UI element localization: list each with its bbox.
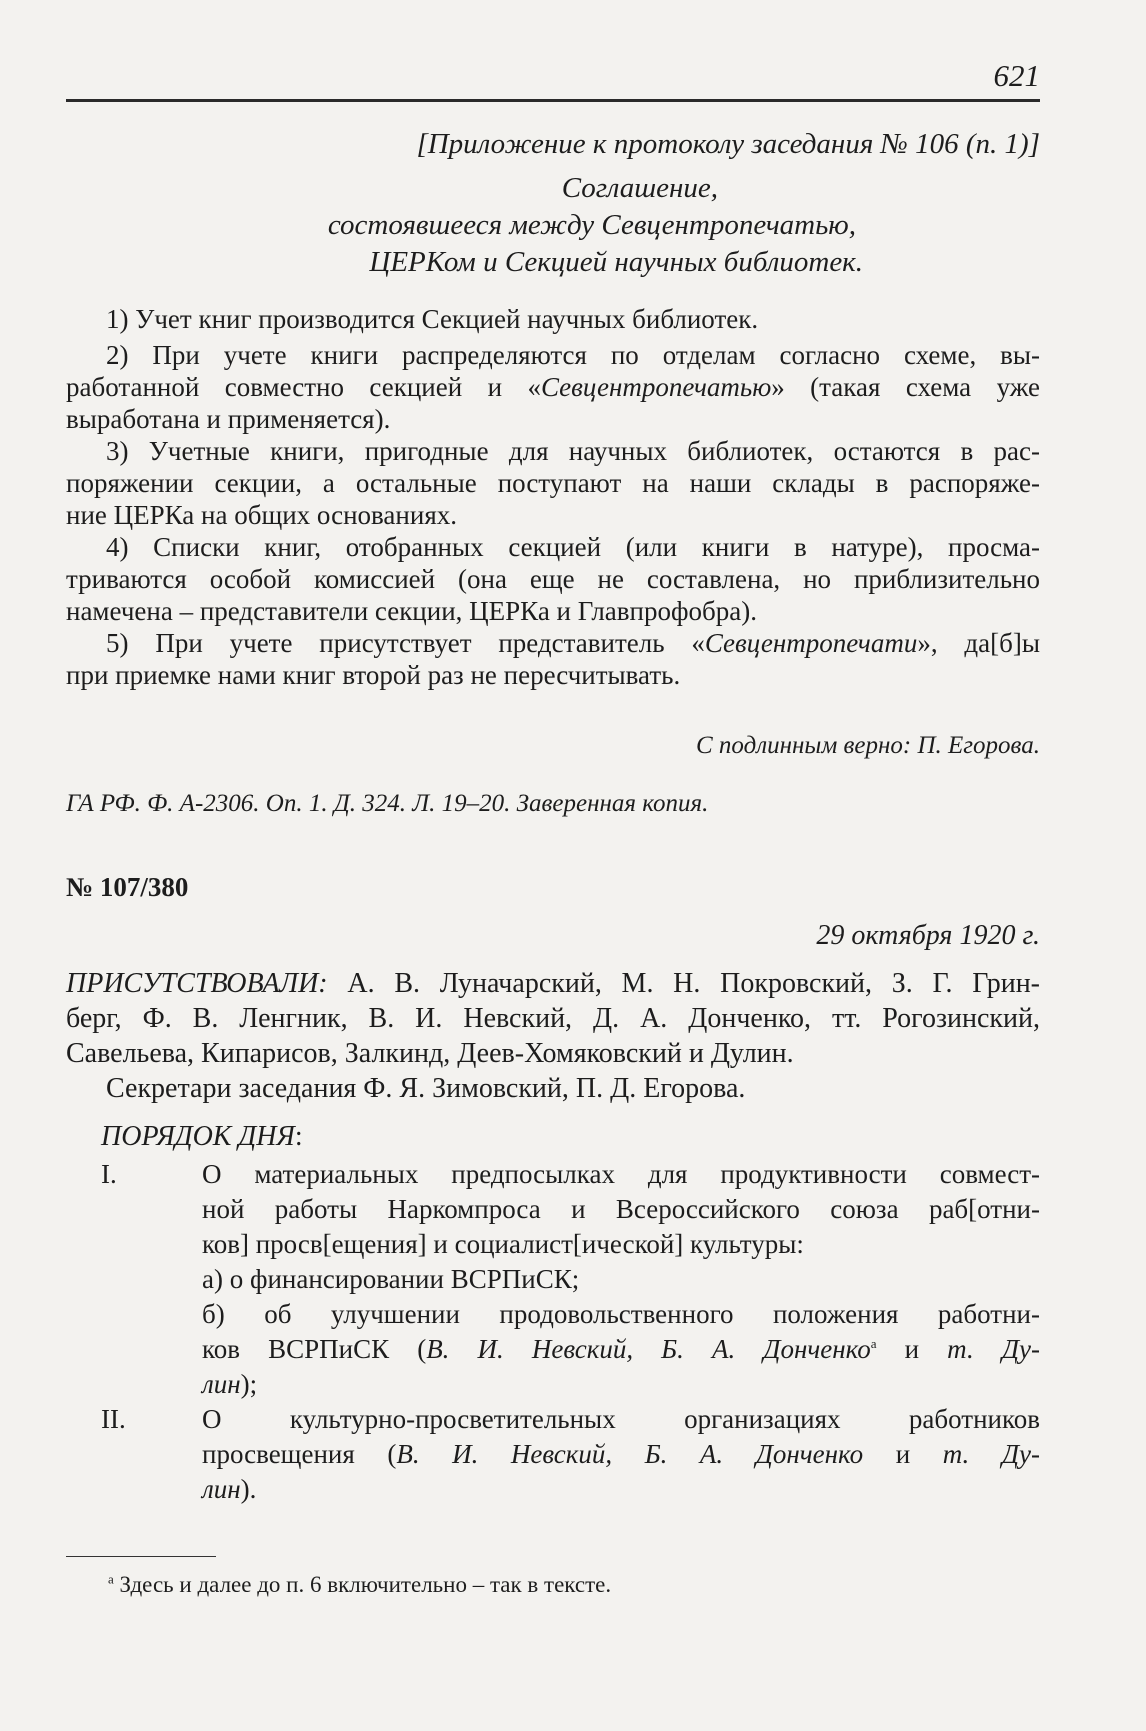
item-2-line2: работанной совместно секцией и «Севцентропечатью» (такая схема уже	[66, 372, 1040, 402]
item-3-line3: ние ЦЕРКа на общих основаниях.	[66, 500, 457, 530]
item-5-line2: при приемке нами книг второй раз не пересчитывать.	[66, 660, 681, 690]
document-number: № 107/380	[66, 872, 189, 902]
agenda-heading: ПОРЯДОК ДНЯ:	[101, 1121, 303, 1152]
item-2-line1: 2) При учете книги распределяются по отделам согласно схеме, вы-	[106, 340, 1040, 370]
item-4-line2: триваются особой комиссией (она еще не составлена, но приблизительно	[66, 564, 1040, 594]
present-line2: берг, Ф. В. Ленгник, В. И. Невский, Д. А. Донченко, тт. Рогозинский,	[66, 1003, 1040, 1034]
item-5-line1: 5) При учете присутствует представитель «Севцентропечати», да[б]ы	[106, 628, 1040, 658]
item-2-line3: выработана и применяется).	[66, 404, 391, 434]
agreement-title-line1: Соглашение,	[561, 172, 718, 204]
present-label: ПРИСУТСТВОВАЛИ:	[66, 968, 328, 999]
agenda-1-subitem-b-line3: лин);	[202, 1369, 258, 1399]
agenda-2-line2: просвещения (В. И. Невский, Б. А. Донченко и т. Ду-	[202, 1439, 1041, 1469]
agreement-title-line2: состоявшееся между Севцентропечатью,	[327, 209, 856, 241]
item-4-line1: 4) Списки книг, отобранных секцией (или книги в натуре), просма-	[106, 532, 1040, 562]
archive-source: ГА РФ. Ф. А-2306. Оп. 1. Д. 324. Л. 19–20. Заверенная копия.	[66, 790, 709, 817]
agenda-1-subitem-b-line2: ков ВСРПиСК (В. И. Невский, Б. А. Донченко$^а$ и т. Ду-	[202, 1334, 1041, 1364]
attestation: С подлинным верно: П. Егорова.	[695, 732, 1040, 759]
appendix-reference: [Приложение к протоколу заседания № 106 (п. 1)]	[416, 128, 1040, 160]
item-4-line3: намечена – представители секции, ЦЕРКа и Главпрофобра).	[66, 596, 757, 626]
present-line3: Савельева, Кипарисов, Залкинд, Деев-Хомяковский и Дулин.	[66, 1038, 794, 1069]
agenda-number-2: II.	[101, 1404, 126, 1434]
agenda-1-subitem-b-line1: б) об улучшении продовольственного положения работни-	[202, 1299, 1040, 1329]
agenda-1-line2: ной работы Наркомпроса и Всероссийского союза раб[отни-	[202, 1194, 1040, 1224]
agenda-1-subitem-a: а) о финансировании ВСРПиСК;	[202, 1264, 580, 1294]
agenda-1-line3: ков] просв[ещения] и социалист[ической] культуры:	[202, 1229, 804, 1259]
agenda-2-line1: О культурно-просветительных организациях работников	[202, 1404, 1040, 1434]
item-3-line1: 3) Учетные книги, пригодные для научных библиотек, остаются в рас-	[106, 436, 1040, 466]
present-line1: ПРИСУТСТВОВАЛИ: А. В. Луначарский, М. Н. Покровский, З. Г. Грин-	[66, 968, 1040, 999]
item-1: 1) Учет книг производится Секцией научных библиотек.	[106, 304, 759, 334]
footnote-mark: а	[870, 1336, 877, 1351]
secretaries-line: Секретари заседания Ф. Я. Зимовский, П. Д. Егорова.	[106, 1073, 746, 1104]
agenda-1-line1: О материальных предпосылках для продуктивности совмест-	[202, 1159, 1040, 1189]
header-rule	[66, 99, 1040, 102]
agreement-title-line3: ЦЕРКом и Секцией научных библиотек.	[369, 246, 863, 278]
page-number: 621	[993, 58, 1040, 93]
footnote: $^а$ Здесь и далее до п. 6 включительно – так в тексте.	[108, 1571, 612, 1597]
item-3-line2: поряжении секции, а остальные поступают на наши склады в распоряже-	[66, 468, 1040, 498]
agenda-2-line3: лин).	[202, 1474, 257, 1504]
agenda-number-1: I.	[101, 1159, 117, 1189]
footnote-rule	[66, 1556, 216, 1557]
document-date: 29 октября 1920 г.	[816, 920, 1040, 951]
